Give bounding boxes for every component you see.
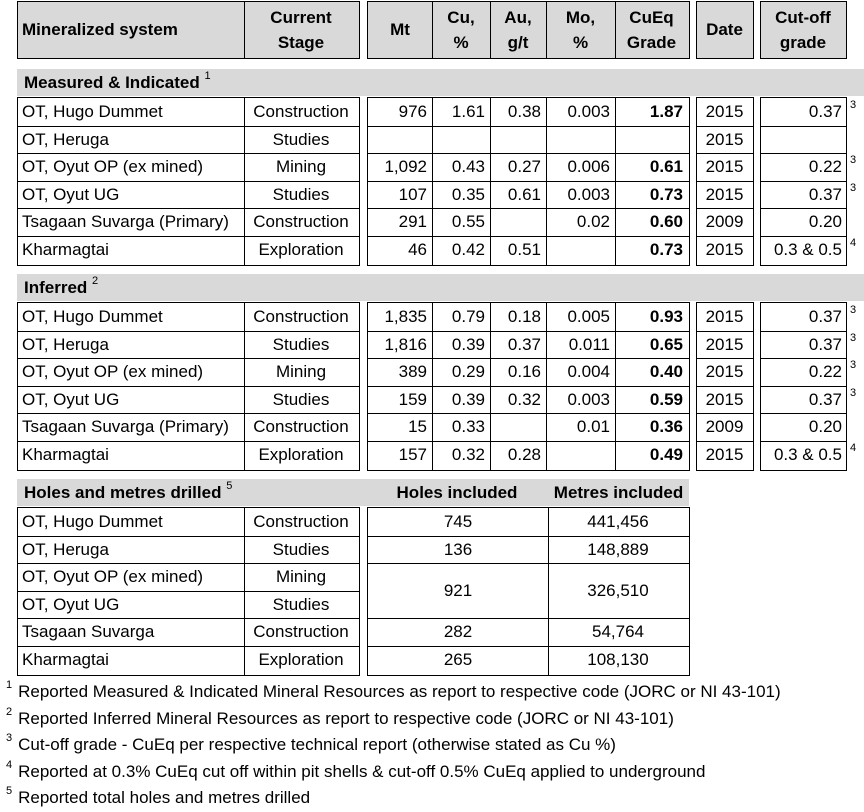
- cutoff-cell: 0.37: [808, 307, 842, 326]
- header-date: Date: [706, 19, 743, 39]
- au-cell: 0.51: [507, 240, 541, 259]
- system-name-cell: OT, Heruga: [22, 335, 109, 354]
- cutoff-footnote-ref: 3: [850, 332, 857, 344]
- mt-cell: 159: [398, 390, 427, 409]
- header-cutoff-box: [760, 1, 847, 59]
- header-date-box: [696, 1, 754, 59]
- au-cell: 0.28: [507, 445, 541, 464]
- drilling-system-cell: OT, Heruga: [22, 540, 109, 559]
- metres-cell: 54,764: [592, 622, 644, 641]
- cu-cell: 1.61: [451, 102, 485, 121]
- drilling-system-cell: OT, Oyut UG: [22, 595, 120, 614]
- stage-cell: Construction: [253, 102, 349, 121]
- date-cell: 2009: [705, 212, 744, 231]
- cutoff-footnote-ref: 4: [850, 237, 857, 249]
- au-cell: 0.16: [507, 362, 541, 381]
- date-cell: 2015: [705, 240, 744, 259]
- system-name-cell: OT, Hugo Dummet: [22, 102, 163, 121]
- mo-cell: 0.003: [567, 185, 610, 204]
- cutoff-cell: 0.20: [808, 417, 842, 436]
- cutoff-cell: 0.37: [808, 335, 842, 354]
- cueq-cell: 0.73: [649, 185, 683, 204]
- header-values-box: [367, 1, 690, 59]
- footnote-number: 2: [6, 705, 13, 718]
- mo-cell: 0.006: [567, 157, 610, 176]
- cueq-cell: 0.49: [649, 445, 683, 464]
- drilling-system-box: [17, 507, 360, 676]
- mo-cell: 0.01: [576, 417, 610, 436]
- drilling-stage-cell: Construction: [253, 622, 349, 641]
- cueq-cell: 0.65: [649, 335, 683, 354]
- measured-system-box: [17, 97, 360, 266]
- date-cell: 2015: [705, 130, 744, 149]
- holes-cell: 136: [443, 540, 473, 559]
- footnote: [6, 679, 781, 702]
- system-name-cell: OT, Hugo Dummet: [22, 307, 163, 326]
- au-cell: 0.37: [507, 335, 541, 354]
- cu-cell: 0.43: [451, 157, 485, 176]
- cueq-cell: 0.73: [649, 240, 683, 259]
- stage-cell: Exploration: [258, 445, 344, 464]
- drilling-system-cell: Kharmagtai: [22, 650, 109, 669]
- metres-cell: 326,510: [587, 580, 649, 600]
- cueq-cell: 0.61: [649, 157, 683, 176]
- stage-cell: Construction: [253, 212, 349, 231]
- stage-cell: Mining: [275, 157, 327, 176]
- date-cell: 2015: [705, 335, 744, 354]
- cu-cell: 0.55: [451, 212, 485, 231]
- cutoff-cell: 0.37: [808, 102, 842, 121]
- header-mt: Mt: [390, 19, 410, 39]
- cutoff-footnote-ref: 3: [850, 359, 857, 371]
- drilling-holes-header: Holes included: [396, 482, 518, 502]
- mo-cell: [546, 126, 615, 154]
- au-cell: 0.61: [507, 185, 541, 204]
- footnote-text: Reported Measured & Indicated Mineral Resources as report to respective code (JORC or NI 43-101): [18, 682, 781, 701]
- mo-cell: 0.011: [568, 335, 610, 354]
- stage-cell: Studies: [272, 390, 330, 409]
- system-name-cell: Kharmagtai: [22, 240, 109, 259]
- cutoff-cell: 0.3 & 0.5: [773, 445, 842, 464]
- cueq-cell: 0.36: [649, 417, 683, 436]
- stage-cell: Construction: [253, 417, 349, 436]
- holes-cell: 921: [443, 580, 473, 600]
- mt-cell: 1,816: [384, 335, 427, 354]
- cutoff-cell: 0.37: [808, 390, 842, 409]
- inferred-section-band: [17, 274, 864, 301]
- cueq-cell: 0.93: [649, 307, 683, 326]
- metres-cell: 148,889: [587, 540, 649, 559]
- stage-cell: Studies: [272, 130, 330, 149]
- cu-cell: 0.79: [451, 307, 485, 326]
- cutoff-cell: [761, 126, 845, 154]
- footnote-number: 3: [6, 732, 13, 744]
- system-name-cell: OT, Oyut UG: [22, 390, 120, 409]
- measured-section-title: Measured & Indicated $^1$: [24, 70, 211, 92]
- mt-cell: 46: [408, 240, 427, 259]
- mt-cell: 976: [398, 102, 427, 121]
- cu-cell: 0.32: [451, 445, 485, 464]
- footnote: [6, 732, 616, 755]
- au-cell: 0.27: [507, 157, 541, 176]
- drilling-system-cell: Tsagaan Suvarga: [22, 622, 155, 641]
- inferred-date-box: [696, 302, 754, 471]
- header-cu: Cu, %: [447, 7, 475, 52]
- cutoff-footnote-ref: 4: [850, 442, 857, 454]
- header-stage: Current Stage: [270, 7, 332, 52]
- header-au: Au, g/t: [504, 7, 532, 52]
- cutoff-cell: 0.22: [808, 157, 842, 176]
- cutoff-cell: 0.20: [808, 212, 842, 231]
- drilling-stage-cell: Studies: [272, 540, 330, 559]
- footnote-number: 4: [6, 758, 13, 771]
- footnote-text: Reported Inferred Mineral Resources as report to respective code (JORC or NI 43-101): [18, 708, 674, 728]
- mt-cell: 15: [408, 417, 427, 436]
- measured-values-box: [367, 97, 690, 266]
- footnote: [6, 705, 674, 729]
- footnote: [6, 758, 706, 782]
- cu-cell: 0.35: [451, 185, 485, 204]
- holes-cell: 265: [443, 650, 473, 669]
- system-name-cell: OT, Oyut UG: [22, 185, 120, 204]
- holes-cell: 282: [443, 622, 473, 641]
- drilling-stage-cell: Exploration: [258, 650, 344, 669]
- system-name-cell: Tsagaan Suvarga (Primary): [22, 212, 229, 231]
- mo-cell: 0.02: [576, 212, 610, 231]
- cutoff-footnote-ref: 3: [850, 99, 857, 111]
- cutoff-cell: 0.3 & 0.5: [773, 240, 842, 259]
- mo-cell: 0.004: [567, 362, 610, 381]
- stage-cell: Construction: [253, 307, 349, 326]
- date-cell: 2015: [705, 445, 744, 464]
- mo-cell: [546, 236, 615, 264]
- drilling-system-cell: OT, Hugo Dummet: [22, 512, 163, 531]
- measured-date-box: [696, 97, 754, 266]
- au-cell: [490, 208, 546, 236]
- date-cell: 2015: [705, 185, 744, 204]
- cueq-cell: 0.40: [649, 362, 683, 381]
- cueq-cell: 0.59: [649, 390, 683, 409]
- footnote-text: Reported at 0.3% CuEq cut off within pit shells & cut-off 0.5% CuEq applied to underground: [18, 761, 706, 781]
- mt-cell: 1,835: [384, 307, 427, 326]
- header-cueq: CuEq Grade: [626, 7, 677, 52]
- header-system: Mineralized system: [22, 19, 178, 39]
- mo-cell: 0.003: [567, 102, 610, 121]
- cu-cell: 0.29: [451, 362, 485, 381]
- cu-cell: 0.42: [451, 240, 485, 259]
- au-cell: [490, 126, 546, 154]
- mt-cell: 389: [398, 362, 427, 381]
- metres-cell: 108,130: [587, 650, 649, 669]
- header-mo: Mo, %: [565, 7, 596, 52]
- cutoff-cell: 0.22: [808, 362, 842, 381]
- date-cell: 2015: [705, 307, 744, 326]
- au-cell: 0.18: [507, 307, 541, 326]
- holes-cell: 745: [443, 512, 473, 531]
- cu-cell: 0.39: [451, 335, 485, 354]
- inferred-section-title: Inferred $^2$: [24, 275, 99, 297]
- cutoff-footnote-ref: 3: [850, 154, 857, 166]
- footnote: [6, 785, 311, 808]
- cu-cell: [432, 126, 490, 154]
- system-name-cell: OT, Oyut OP (ex mined): [22, 157, 204, 176]
- footnote-number: 5: [6, 785, 13, 797]
- date-cell: 2015: [705, 157, 744, 176]
- drilling-stage-cell: Studies: [272, 595, 330, 614]
- footnote-text: Cut-off grade - CuEq per respective technical report (otherwise stated as Cu %): [18, 735, 616, 754]
- system-name-cell: OT, Heruga: [22, 130, 109, 149]
- cu-cell: 0.33: [451, 417, 485, 436]
- mt-cell: 107: [398, 185, 427, 204]
- system-name-cell: Kharmagtai: [22, 445, 109, 464]
- inferred-system-box: [17, 302, 360, 471]
- au-cell: 0.32: [507, 390, 541, 409]
- footnote-number: 1: [6, 679, 13, 691]
- mo-cell: [546, 441, 615, 469]
- drilling-values-box: [367, 507, 690, 676]
- footnote-text: Reported total holes and metres drilled: [18, 788, 311, 807]
- mt-cell: 1,092: [384, 157, 427, 176]
- cutoff-footnote-ref: 3: [850, 182, 857, 194]
- stage-cell: Mining: [275, 362, 327, 381]
- cueq-cell: 0.60: [649, 212, 683, 231]
- mo-cell: 0.005: [567, 307, 610, 326]
- cutoff-footnote-ref: 3: [850, 304, 857, 316]
- drilling-metres-header: Metres included: [553, 482, 684, 502]
- stage-cell: Studies: [272, 335, 330, 354]
- header-system-stage-box: [17, 1, 360, 59]
- mt-cell: 291: [398, 212, 427, 231]
- cueq-cell: [615, 126, 688, 154]
- date-cell: 2015: [705, 390, 744, 409]
- drilling-section-title: Holes and metres drilled $^5$: [24, 480, 233, 502]
- date-cell: 2009: [705, 417, 744, 436]
- cutoff-footnote-ref: 3: [850, 387, 857, 399]
- inferred-values-box: [367, 302, 690, 471]
- header-cutoff: Cut-off grade: [775, 7, 831, 52]
- mo-cell: 0.003: [567, 390, 610, 409]
- cu-cell: 0.39: [451, 390, 485, 409]
- mt-cell: 157: [398, 445, 427, 464]
- au-cell: 0.38: [507, 102, 541, 121]
- drilling-stage-cell: Construction: [253, 512, 349, 531]
- stage-cell: Exploration: [258, 240, 344, 259]
- stage-cell: Studies: [272, 185, 330, 204]
- inferred-cutoff-box: [760, 302, 847, 471]
- date-cell: 2015: [705, 362, 744, 381]
- metres-cell: 441,456: [587, 512, 649, 531]
- drilling-stage-cell: Mining: [275, 567, 327, 586]
- system-name-cell: Tsagaan Suvarga (Primary): [22, 417, 229, 436]
- system-name-cell: OT, Oyut OP (ex mined): [22, 362, 204, 381]
- au-cell: [490, 413, 546, 441]
- cutoff-cell: 0.37: [808, 185, 842, 204]
- mt-cell: [368, 126, 432, 154]
- cueq-cell: 1.87: [649, 102, 683, 121]
- date-cell: 2015: [705, 102, 744, 121]
- measured-cutoff-box: [760, 97, 847, 266]
- drilling-system-cell: OT, Oyut OP (ex mined): [22, 567, 204, 586]
